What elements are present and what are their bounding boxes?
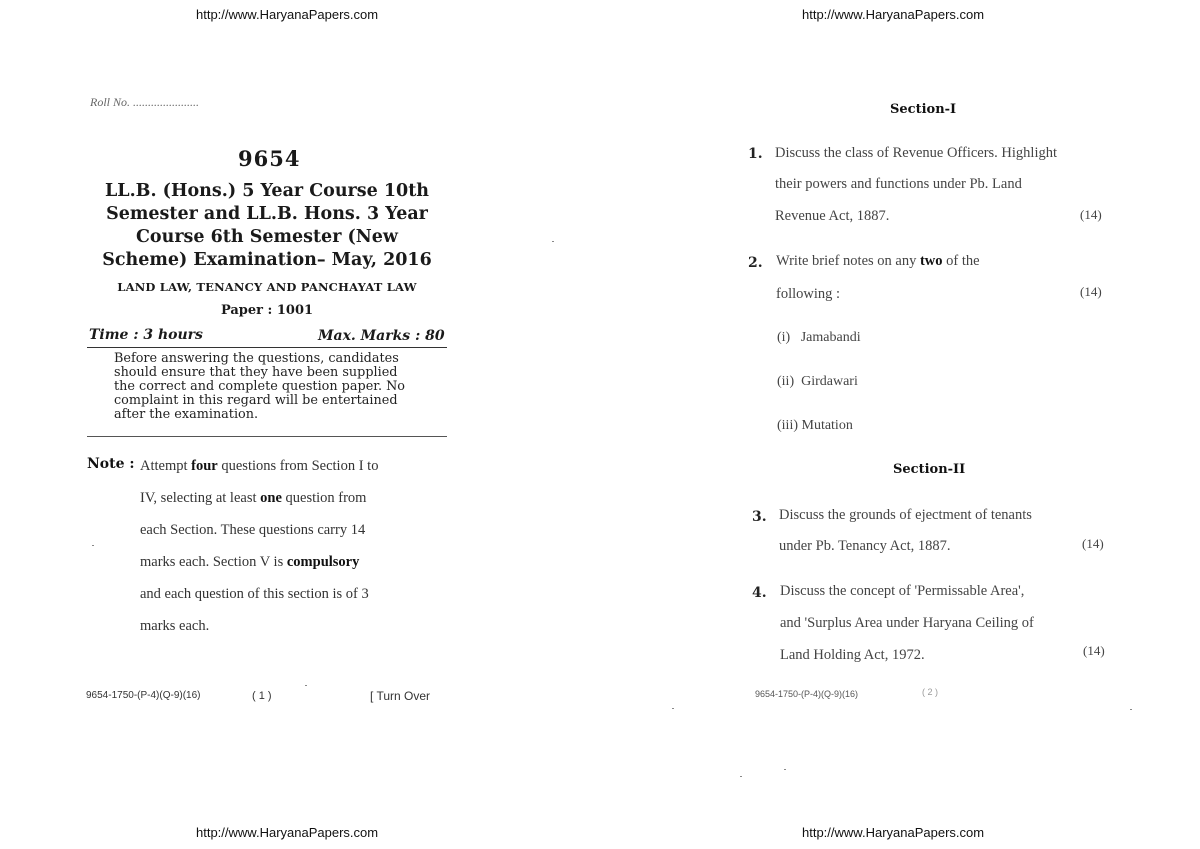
question-number: 1. (748, 146, 763, 162)
question-text: under Pb. Tenancy Act, 1887. (779, 538, 951, 554)
question-text: Revenue Act, 1887. (775, 208, 890, 224)
scan-speck (740, 776, 742, 777)
header-url-right[interactable]: http://www.HaryanaPapers.com (802, 7, 985, 22)
question-marks: (14) (1080, 284, 1102, 299)
question-text: their powers and functions under Pb. Land (775, 176, 1022, 192)
footer-code: 9654-1750-(P-4)(Q-9)(16) (755, 689, 859, 699)
question-marks: (14) (1080, 207, 1102, 222)
scan-speck (1130, 709, 1132, 710)
instructions-block (114, 352, 454, 422)
scan-speck (784, 769, 786, 770)
sub-item: (i) Jamabandi (777, 330, 861, 345)
instruction-line: should ensure that they have been supplied (114, 365, 398, 380)
note-line: IV, selecting at least one question from (140, 490, 367, 506)
page-number: ( 1 ) (252, 690, 272, 702)
question-text: and 'Surplus Area under Haryana Ceiling of (780, 615, 1034, 631)
section-heading: Section-II (893, 462, 966, 477)
header-url-left[interactable]: http://www.HaryanaPapers.com (196, 7, 379, 22)
note-text (140, 450, 450, 642)
note-line: each Section. These questions carry 14 (140, 522, 366, 538)
paper-code: 9654 (238, 146, 301, 171)
max-marks: Max. Marks : 80 (318, 328, 445, 344)
note-line: marks each. (140, 618, 210, 634)
time-allowed: Time : 3 hours (89, 327, 203, 343)
scan-speck (92, 545, 94, 546)
section-heading: Section-I (890, 102, 957, 117)
question-text: Discuss the class of Revenue Officers. Highlight (775, 145, 1058, 161)
question-text: Discuss the grounds of ejectment of tenants (779, 507, 1032, 523)
note-line: Attempt four questions from Section I to (140, 458, 379, 474)
question-text: Discuss the concept of 'Permissable Area', (780, 583, 1025, 599)
course-line: Course 6th Semester (New (136, 227, 398, 247)
question-text: following : (776, 286, 841, 302)
question-marks: (14) (1083, 643, 1105, 658)
divider-rule (87, 436, 447, 437)
question-number: 3. (752, 509, 767, 525)
instruction-line: the correct and complete question paper. No (114, 379, 406, 394)
question-number: 2. (748, 255, 763, 271)
page-number: ( 2 ) (922, 687, 939, 697)
question-text: Write brief notes on any two of the (776, 253, 980, 269)
scan-speck (672, 708, 674, 709)
instruction-line: after the examination. (114, 407, 259, 422)
course-line: Scheme) Examination– May, 2016 (102, 250, 432, 270)
instruction-line: complaint in this regard will be entertained (114, 393, 398, 408)
scan-speck (552, 241, 554, 242)
sub-item: (iii) Mutation (777, 418, 853, 433)
footer-url-right[interactable]: http://www.HaryanaPapers.com (802, 825, 985, 840)
course-line: Semester and LL.B. Hons. 3 Year (106, 204, 428, 224)
turn-over-label: [ Turn Over (370, 689, 431, 703)
roll-number-field: Roll No. ...................... (90, 95, 200, 109)
instruction-line: Before answering the questions, candidates (114, 351, 399, 366)
question-text: Land Holding Act, 1972. (780, 647, 925, 663)
note-label: Note : (87, 456, 135, 472)
footer-code: 9654-1750-(P-4)(Q-9)(16) (86, 690, 201, 701)
note-line: marks each. Section V is compulsory (140, 554, 360, 570)
question-marks: (14) (1082, 536, 1104, 551)
paper-number: Paper : 1001 (220, 303, 314, 318)
divider-rule (87, 347, 447, 348)
question-number: 4. (752, 585, 767, 601)
sub-item: (ii) Girdawari (777, 374, 858, 389)
course-line: LL.B. (Hons.) 5 Year Course 10th (104, 181, 429, 201)
subject-title: LAND LAW, TENANCY AND PANCHAYAT LAW (117, 280, 417, 294)
course-title (84, 180, 450, 272)
note-line: and each question of this section is of 3 (140, 586, 369, 602)
scan-speck (305, 685, 307, 686)
footer-url-left[interactable]: http://www.HaryanaPapers.com (196, 825, 379, 840)
